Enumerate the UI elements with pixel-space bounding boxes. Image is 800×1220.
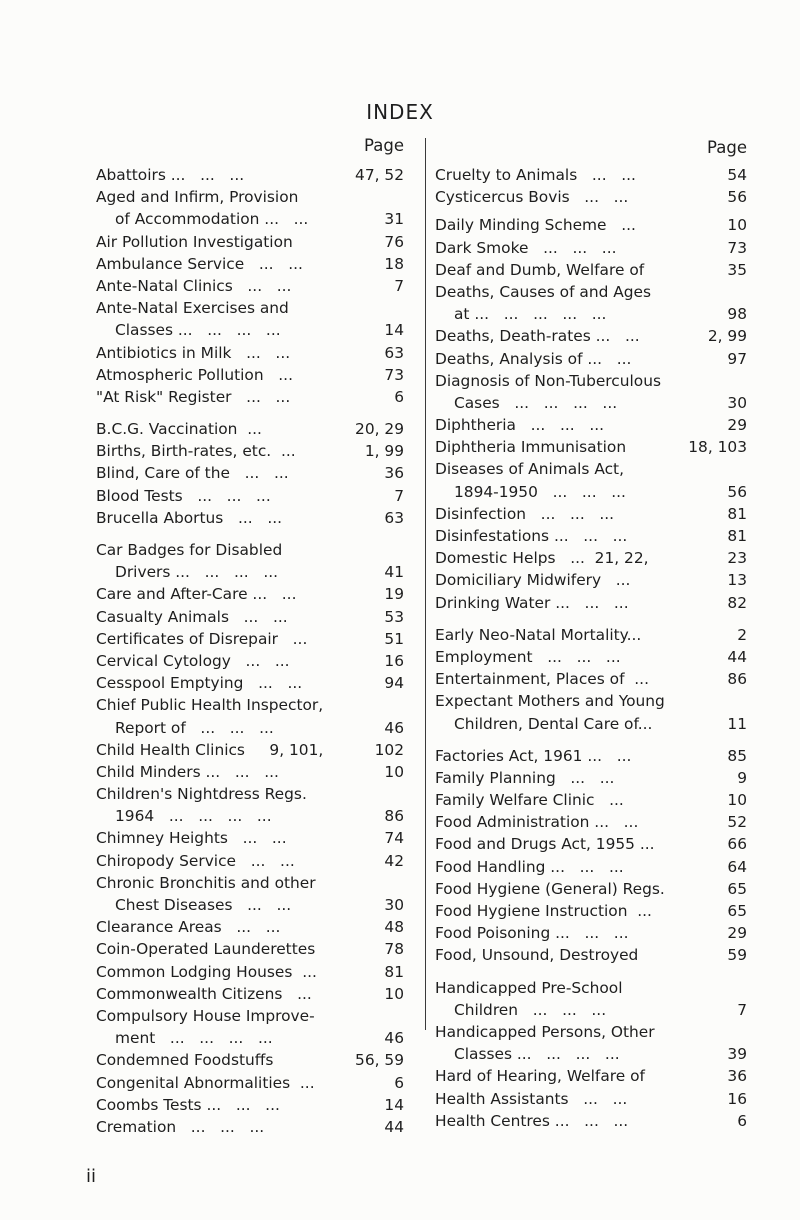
index-entry-page: 10	[384, 984, 404, 1003]
index-entry-page: 52	[727, 813, 747, 832]
index-entry-page: 46	[384, 1029, 404, 1048]
index-entry	[96, 1049, 404, 1071]
index-entry-page: 98	[727, 305, 747, 324]
index-entry-text: Classes ... ... ... ...	[115, 321, 281, 340]
index-entry-page: 36	[384, 464, 404, 483]
index-entry	[435, 999, 747, 1021]
index-entry	[96, 650, 404, 672]
index-entry-page: 94	[384, 674, 404, 693]
index-entry-page: 10	[727, 791, 747, 810]
section-gap	[435, 967, 747, 977]
index-entry	[96, 1116, 404, 1138]
index-entry-page: 18, 103	[688, 438, 747, 457]
index-entry-page: 59	[727, 946, 747, 965]
index-entry	[96, 253, 404, 275]
index-entry	[435, 1021, 747, 1043]
index-entry-page: 73	[384, 365, 404, 384]
index-entry-page: 44	[384, 1117, 404, 1136]
index-entry-text: Brucella Abortus ... ...	[96, 508, 283, 527]
index-entry	[96, 231, 404, 253]
index-entry-page: 30	[384, 896, 404, 914]
index-entry-page: 6	[394, 387, 404, 406]
index-entry	[96, 462, 404, 484]
index-entry-text: Atmospheric Pollution ...	[96, 365, 293, 384]
index-entry-text: Food, Unsound, Destroyed	[435, 946, 639, 965]
index-entry-page: 10	[727, 216, 747, 235]
index-entry-text: Child Health Clinics 9, 101,	[96, 740, 324, 759]
index-entry-text: Deaths, Analysis of ... ...	[435, 349, 632, 368]
index-entry	[96, 208, 404, 230]
index-entry-text: Handicapped Persons, Other	[435, 1022, 655, 1041]
index-entry-text: Food Hygiene Instruction ...	[435, 902, 652, 920]
index-entry	[96, 440, 404, 462]
section-gap	[435, 735, 747, 745]
index-entry-text: "At Risk" Register ... ...	[96, 387, 291, 406]
index-entry	[96, 827, 404, 849]
index-entry	[96, 606, 404, 628]
index-entry-text: Certificates of Disrepair ...	[96, 629, 308, 648]
index-entry-page: 16	[384, 651, 404, 670]
index-entry-text: Deaths, Death-rates ... ...	[435, 327, 640, 346]
index-entry-text: Blood Tests ... ... ...	[96, 486, 271, 505]
index-entry-text: Commonwealth Citizens ...	[96, 984, 312, 1003]
index-entry	[435, 1088, 747, 1110]
index-entry-text: Ambulance Service ... ...	[96, 254, 303, 273]
index-entry-text: Domestic Helps ... 21, 22,	[435, 549, 649, 568]
index-entry-text: Child Minders ... ... ...	[96, 762, 279, 781]
index-entry-text: Drivers ... ... ... ...	[115, 563, 279, 582]
index-entry-page: 30	[727, 393, 747, 412]
index-entry-text: Care and After-Care ... ...	[96, 585, 297, 604]
index-entry	[435, 922, 747, 944]
index-entry-page: 73	[727, 238, 747, 257]
index-entry-page: 86	[384, 807, 404, 826]
index-entry-text: Cervical Cytology ... ...	[96, 651, 290, 670]
index-entry-text: Early Neo-Natal Mortality...	[435, 625, 642, 644]
index-entry	[435, 259, 747, 281]
index-entry-page: 76	[384, 232, 404, 251]
index-entry-page: 56	[727, 188, 747, 207]
index-entry-page: 86	[727, 670, 747, 689]
index-entries-right	[435, 164, 747, 1132]
index-entry	[435, 900, 747, 922]
index-entry	[96, 1027, 404, 1049]
index-entry	[96, 628, 404, 650]
index-entries-left	[96, 164, 404, 1138]
index-entry	[96, 894, 404, 916]
index-entry	[435, 481, 747, 503]
index-entry-text: Food Administration ... ...	[435, 813, 639, 832]
index-entry-text: Clearance Areas ... ...	[96, 918, 281, 937]
index-entry	[435, 1043, 747, 1065]
index-entry-text: Ante-Natal Exercises and	[96, 299, 289, 318]
index-entry-page: 97	[727, 349, 747, 368]
index-entry-page: 66	[727, 835, 747, 854]
index-entry	[96, 418, 404, 440]
index-entry	[435, 186, 747, 208]
index-entry-text: Blind, Care of the ... ...	[96, 464, 289, 483]
index-entry-page: 6	[394, 1073, 404, 1092]
index-entry	[435, 370, 747, 392]
index-entry-page: 47, 52	[355, 166, 404, 184]
index-entry-page: 10	[384, 762, 404, 781]
index-entry	[96, 1094, 404, 1116]
index-entry-text: Chest Diseases ... ...	[115, 896, 292, 914]
index-entry	[435, 348, 747, 370]
index-entry-text: Factories Act, 1961 ... ...	[435, 746, 632, 765]
index-entry-text: Classes ... ... ... ...	[454, 1045, 620, 1064]
index-entry	[435, 745, 747, 767]
index-entry-text: Food Handling ... ... ...	[435, 857, 624, 876]
index-entry-page: 6	[737, 1111, 747, 1130]
index-entry-text: Diphtheria ... ... ...	[435, 416, 605, 435]
index-entry	[96, 739, 404, 761]
index-entry-text: Report of ... ... ...	[115, 718, 274, 737]
index-entry-text: Family Welfare Clinic ...	[435, 791, 624, 810]
index-entry	[435, 303, 747, 325]
index-entry	[435, 690, 747, 712]
index-entry-page: 19	[384, 585, 404, 604]
index-entry	[96, 583, 404, 605]
index-entry-page: 63	[384, 343, 404, 362]
section-gap	[96, 408, 404, 418]
index-entry-text: Hard of Hearing, Welfare of	[435, 1067, 645, 1086]
index-entry-text: Entertainment, Places of ...	[435, 670, 649, 689]
index-entry	[435, 164, 747, 186]
index-entry-page: 41	[384, 563, 404, 582]
index-entry-page: 56	[727, 482, 747, 501]
index-entry-page: 42	[384, 851, 404, 870]
index-entry	[435, 214, 747, 236]
index-entry-text: Air Pollution Investigation	[96, 232, 293, 251]
index-entry	[435, 525, 747, 547]
index-entry	[435, 1110, 747, 1132]
index-entry-text: ment ... ... ... ...	[115, 1029, 273, 1048]
index-entry	[96, 983, 404, 1005]
index-entry-text: Chronic Bronchitis and other	[96, 873, 316, 892]
index-entry-text: Cremation ... ... ...	[96, 1117, 265, 1136]
index-entry	[96, 319, 404, 341]
index-entry-page: 23	[727, 549, 747, 568]
index-entry-page: 1, 99	[364, 442, 404, 461]
index-entry-text: Food Poisoning ... ... ...	[435, 924, 629, 943]
index-entry-text: Food Hygiene (General) Regs.	[435, 879, 665, 898]
index-entry	[435, 789, 747, 811]
index-entry-text: Children's Nightdress Regs.	[96, 785, 307, 804]
index-entry-text: Drinking Water ... ... ...	[435, 593, 629, 612]
index-entry-page: 31	[384, 210, 404, 229]
index-entry-text: of Accommodation ... ...	[115, 210, 309, 229]
index-entry-page: 14	[384, 1095, 404, 1114]
index-entry-text: Cases ... ... ... ...	[454, 393, 618, 412]
index-entry	[96, 275, 404, 297]
index-entry	[96, 164, 404, 186]
index-entry-text: Children ... ... ...	[454, 1000, 607, 1019]
index-entry	[435, 713, 747, 735]
index-entry-text: Cysticercus Bovis ... ...	[435, 188, 629, 207]
index-entry-page: 13	[727, 571, 747, 590]
index-entry-page: 44	[727, 647, 747, 666]
index-entry-text: Births, Birth-rates, etc. ...	[96, 442, 296, 461]
index-entry-text: Disinfection ... ... ...	[435, 504, 615, 523]
section-gap	[435, 614, 747, 624]
index-entry-text: Food and Drugs Act, 1955 ...	[435, 835, 655, 854]
index-entry-text: Diphtheria Immunisation	[435, 438, 627, 457]
index-entry-page: 29	[727, 924, 747, 943]
index-entry	[435, 624, 747, 646]
index-entry-page: 65	[727, 902, 747, 920]
index-entry	[96, 717, 404, 739]
index-entry-text: Chief Public Health Inspector,	[96, 696, 324, 715]
index-entry-page: 63	[384, 508, 404, 527]
index-entry-text: 1964 ... ... ... ...	[115, 807, 272, 826]
index-entry-text: Diagnosis of Non-Tuberculous	[435, 371, 661, 390]
index-entry-text: Abattoirs ... ... ...	[96, 166, 245, 184]
index-entry	[96, 1005, 404, 1027]
index-entry-text: Children, Dental Care of...	[454, 714, 653, 733]
index-entry-page: 64	[727, 857, 747, 876]
index-entry-page: 102	[374, 740, 404, 759]
index-entry	[435, 856, 747, 878]
index-entry-page: 2, 99	[707, 327, 747, 346]
index-entry-text: Compulsory House Improve-	[96, 1006, 315, 1025]
index-entry	[96, 507, 404, 529]
index-entry-text: 1894-1950 ... ... ...	[454, 482, 626, 501]
index-entry-text: at ... ... ... ... ...	[454, 305, 607, 324]
index-entry	[96, 1072, 404, 1094]
page-column-header: Page	[364, 136, 404, 155]
index-entry-page: 56, 59	[355, 1051, 404, 1070]
index-entry-text: Disinfestations ... ... ...	[435, 527, 628, 545]
index-entry	[96, 961, 404, 983]
index-column-left	[96, 136, 404, 1138]
index-entry-page: 51	[384, 629, 404, 648]
index-entry	[96, 561, 404, 583]
index-entry	[96, 916, 404, 938]
index-entry-text: Daily Minding Scheme ...	[435, 216, 636, 235]
index-entry	[435, 458, 747, 480]
index-entry	[96, 694, 404, 716]
index-entry-page: 35	[727, 260, 747, 279]
index-entry-page: 18	[384, 254, 404, 273]
index-entry-page: 46	[384, 718, 404, 737]
index-entry-text: Aged and Infirm, Provision	[96, 188, 299, 207]
index-entry-text: Ante-Natal Clinics ... ...	[96, 276, 292, 295]
index-entry-page: 29	[727, 416, 747, 435]
index-entry	[435, 392, 747, 414]
index-entry	[435, 668, 747, 690]
index-entry	[435, 811, 747, 833]
index-entry	[96, 364, 404, 386]
index-entry-text: Expectant Mothers and Young	[435, 692, 665, 711]
index-entry-page: 14	[384, 321, 404, 340]
index-entry-page: 74	[384, 829, 404, 848]
index-entry	[435, 414, 747, 436]
index-entry-text: Family Planning ... ...	[435, 768, 615, 787]
index-entry-text: Car Badges for Disabled	[96, 541, 283, 559]
index-entry	[96, 672, 404, 694]
index-entry	[435, 977, 747, 999]
index-entry-page: 78	[384, 940, 404, 959]
index-entry-page: 20, 29	[355, 420, 404, 439]
index-entry-text: Chimney Heights ... ...	[96, 829, 287, 848]
index-entry-text: Domiciliary Midwifery ...	[435, 571, 631, 590]
index-entry-page: 81	[384, 962, 404, 981]
index-entry-text: Deaf and Dumb, Welfare of	[435, 260, 645, 279]
index-entry-text: Deaths, Causes of and Ages	[435, 282, 652, 301]
index-entry	[96, 539, 404, 561]
index-entry-page: 81	[727, 504, 747, 523]
index-entry-page: 65	[727, 879, 747, 898]
index-entry	[96, 783, 404, 805]
index-entry-page: 7	[394, 486, 404, 505]
index-entry-text: Condemned Foodstuffs	[96, 1051, 274, 1070]
index-entry-text: Diseases of Animals Act,	[435, 460, 624, 479]
index-entry-text: Chiropody Service ... ...	[96, 851, 295, 870]
page-column-header: Page	[707, 138, 747, 157]
index-entry-page: 85	[727, 746, 747, 765]
index-entry	[435, 878, 747, 900]
index-entry-text: Coin-Operated Launderettes	[96, 940, 316, 959]
index-entry	[435, 281, 747, 303]
index-entry	[435, 436, 747, 458]
index-entry	[96, 485, 404, 507]
index-entry-page: 82	[727, 593, 747, 612]
index-entry-text: Cesspool Emptying ... ...	[96, 674, 303, 693]
index-entry	[435, 325, 747, 347]
index-entry-page: 39	[727, 1045, 747, 1064]
index-entry-page: 2	[737, 625, 747, 644]
index-entry	[96, 872, 404, 894]
index-entry	[435, 1065, 747, 1087]
index-entry-text: Cruelty to Animals ... ...	[435, 166, 636, 184]
page-folio: ii	[86, 1166, 97, 1187]
index-entry-page: 7	[394, 276, 404, 295]
page-title: INDEX	[366, 100, 434, 124]
index-entry-text: Handicapped Pre-School	[435, 978, 623, 997]
index-entry	[96, 850, 404, 872]
index-entry	[435, 547, 747, 569]
index-entry-text: Antibiotics in Milk ... ...	[96, 343, 291, 362]
section-gap	[96, 529, 404, 539]
index-entry	[96, 342, 404, 364]
index-entry	[435, 833, 747, 855]
column-divider	[425, 138, 426, 1030]
index-entry-text: Common Lodging Houses ...	[96, 962, 317, 981]
index-entry	[435, 237, 747, 259]
index-entry-page: 16	[727, 1089, 747, 1108]
index-entry-page: 48	[384, 918, 404, 937]
index-entry-text: Health Centres ... ... ...	[435, 1111, 629, 1130]
index-entry	[96, 805, 404, 827]
index-entry-page: 36	[727, 1067, 747, 1086]
index-entry-text: Coombs Tests ... ... ...	[96, 1095, 280, 1114]
index-entry	[96, 186, 404, 208]
index-entry-text: B.C.G. Vaccination ...	[96, 420, 262, 439]
index-column-right	[435, 136, 747, 1132]
index-entry-page: 9	[737, 768, 747, 787]
index-entry	[435, 767, 747, 789]
index-entry	[435, 944, 747, 966]
index-entry-page: 11	[727, 714, 747, 733]
index-entry-page: 7	[737, 1000, 747, 1019]
index-entry-text: Congenital Abnormalities ...	[96, 1073, 315, 1092]
index-entry-page: 53	[384, 607, 404, 626]
index-entry	[96, 938, 404, 960]
index-entry-page: 54	[727, 166, 747, 184]
index-entry-page: 81	[727, 527, 747, 545]
index-entry-text: Dark Smoke ... ... ...	[435, 238, 617, 257]
index-entry	[435, 646, 747, 668]
index-entry	[435, 503, 747, 525]
index-entry	[96, 297, 404, 319]
index-entry	[96, 386, 404, 408]
index-entry-text: Employment ... ... ...	[435, 647, 621, 666]
index-entry	[96, 761, 404, 783]
index-entry-text: Health Assistants ... ...	[435, 1089, 628, 1108]
index-entry-text: Casualty Animals ... ...	[96, 607, 288, 626]
index-entry	[435, 569, 747, 591]
index-entry	[435, 592, 747, 614]
